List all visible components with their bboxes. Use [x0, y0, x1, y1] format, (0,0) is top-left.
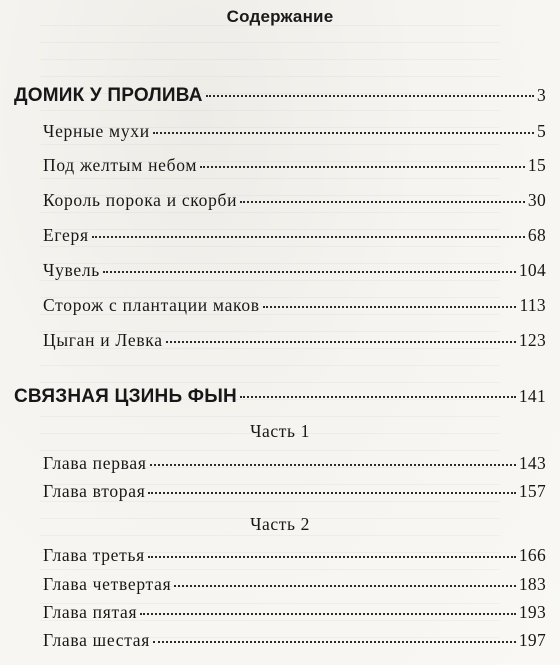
- leader-dots: [153, 131, 534, 134]
- page-number: 183: [518, 574, 546, 594]
- toc-entry-label: Под желтым небом: [43, 155, 198, 175]
- toc-entry-label: Цыган и Левка: [43, 330, 163, 350]
- toc-entry: [43, 545, 546, 566]
- toc-entry-label: Глава четвертая: [43, 574, 172, 594]
- toc-entry-label: Король порока и скорби: [43, 190, 238, 210]
- toc-entry: [43, 602, 546, 623]
- toc-section-heading: [14, 85, 546, 107]
- toc-entry-label: Сторож с плантации маков: [43, 295, 260, 315]
- page-number: 197: [518, 630, 546, 650]
- part-subheading: Часть 1: [250, 421, 310, 441]
- toc-entry-label: Глава первая: [43, 453, 147, 473]
- leader-dots: [240, 395, 516, 398]
- page-number: 15: [527, 155, 546, 175]
- page-number: 123: [518, 330, 546, 350]
- toc-entry: [43, 121, 546, 142]
- page-number: 30: [527, 190, 546, 210]
- page-number: 68: [527, 225, 546, 245]
- leader-dots: [166, 340, 516, 343]
- toc-entry: [43, 330, 546, 351]
- leader-dots: [92, 235, 525, 238]
- part-subheading: Часть 2: [250, 514, 310, 534]
- leader-dots: [200, 165, 525, 168]
- toc-entry: [43, 481, 546, 502]
- page-number: 5: [536, 121, 546, 141]
- page-number: 166: [518, 545, 546, 565]
- leader-dots: [148, 555, 516, 558]
- toc-entry-label: Чувель: [43, 260, 100, 280]
- toc-entry: [43, 630, 546, 651]
- toc-entry: [43, 260, 546, 281]
- toc-entry-label: Глава третья: [43, 545, 145, 565]
- page-number: 193: [518, 602, 546, 622]
- toc-entry-label: Черные мухи: [43, 121, 150, 141]
- toc-section-heading: [14, 386, 546, 408]
- toc-entry-label: Егеря: [43, 225, 89, 245]
- page-number: 3: [536, 85, 546, 105]
- page-number: 143: [518, 453, 546, 473]
- page-number: 113: [519, 295, 546, 315]
- toc-entry: [43, 574, 546, 595]
- toc-entry-label: Глава пятая: [43, 602, 138, 622]
- leader-dots: [263, 305, 517, 308]
- leader-dots: [206, 94, 534, 97]
- page-number: 157: [518, 481, 546, 501]
- leader-dots: [240, 200, 525, 203]
- toc-entry: [43, 453, 546, 474]
- leader-dots: [103, 270, 516, 273]
- page-number: 104: [518, 260, 546, 280]
- leader-dots: [148, 491, 515, 494]
- toc-entry-label: Глава вторая: [43, 481, 146, 501]
- page-title: Содержание: [226, 7, 334, 26]
- toc-entry: [43, 190, 546, 211]
- page-number: 141: [518, 386, 546, 406]
- toc-entry-label: Глава шестая: [43, 630, 150, 650]
- leader-dots: [153, 640, 516, 643]
- section-heading-label: ДОМИК У ПРОЛИВА: [14, 85, 203, 106]
- toc-entry: [43, 225, 546, 246]
- toc-entry: [43, 155, 546, 176]
- leader-dots: [174, 584, 516, 587]
- toc-entry: [43, 295, 546, 316]
- section-heading-label: СВЯЗНАЯ ЦЗИНЬ ФЫН: [14, 386, 237, 407]
- leader-dots: [150, 463, 516, 466]
- leader-dots: [140, 612, 516, 615]
